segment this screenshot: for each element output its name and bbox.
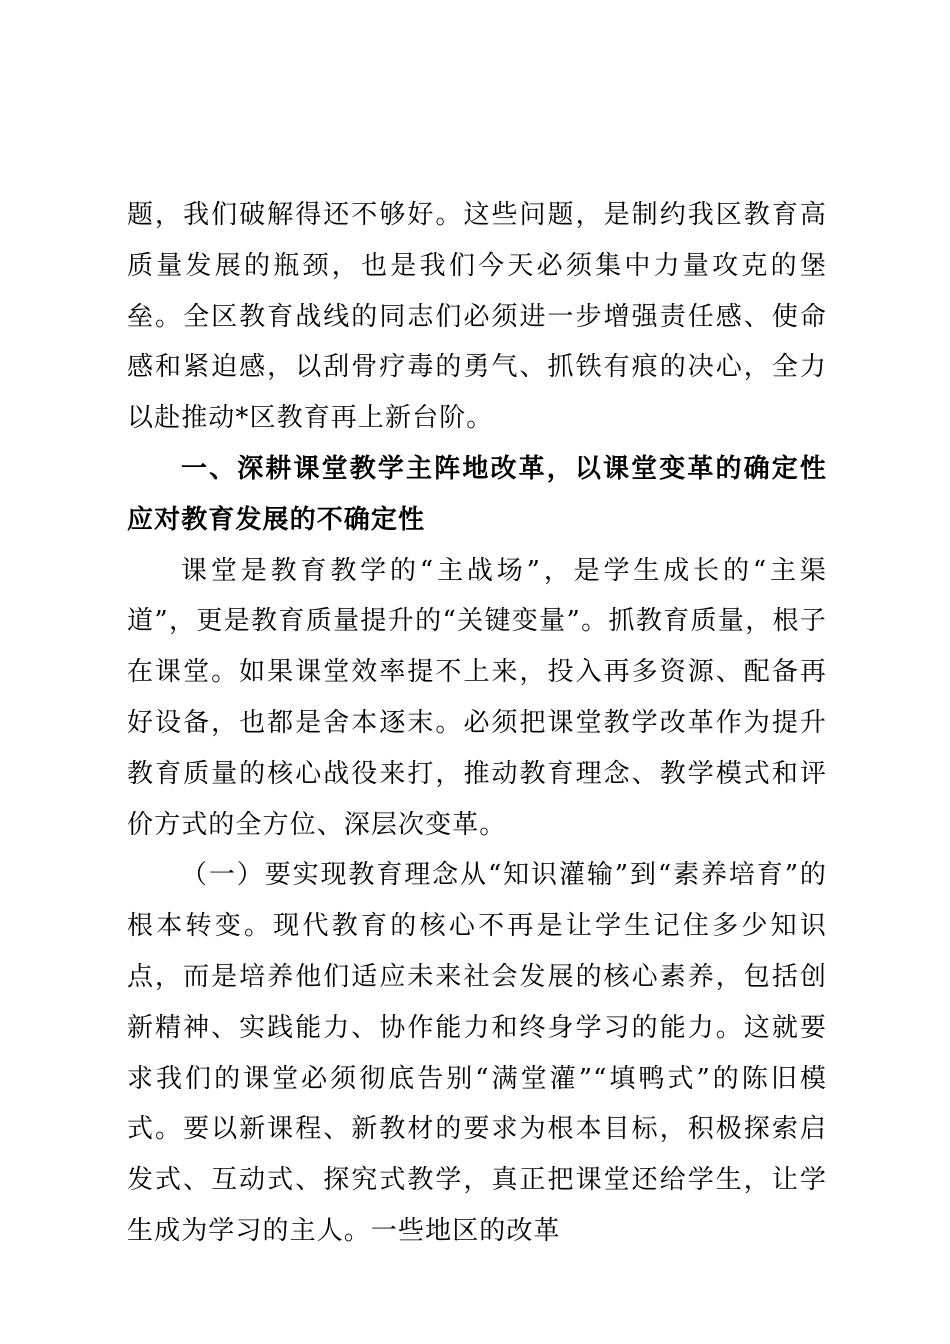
document-body	[127, 190, 827, 1257]
section-heading: 一、深耕课堂教学主阵地改革，以课堂变革的确定性应对教育发展的不确定性	[127, 453, 827, 535]
body-paragraph: 课堂是教育教学的“主战场”，是学生成长的“主渠道”，更是教育质量提升的“关键变量”。抓教育质量，根子在课堂。如果课堂效率提不上来，投入再多资源、配备再好设备，也都是舍本逐末。必须把课堂教学改革作为提升教育质量的核心战役来打，推动教育理念、教学模式和评价方式的全方位、深层次变革。	[127, 555, 827, 840]
body-paragraph: （一）要实现教育理念从“知识灌输”到“素养培育”的根本转变。现代教育的核心不再是让学生记住多少知识点，而是培养他们适应未来社会发展的核心素养，包括创新精神、实践能力、协作能力和终身学习的能力。这就要求我们的课堂必须彻底告别“满堂灌”“填鸭式”的陈旧模式。要以新课程、新教材的要求为根本目标，积极探索启发式、互动式、探究式教学，真正把课堂还给学生，让学生成为学习的主人。一些地区的改革	[127, 860, 827, 1246]
continuation-paragraph: 题，我们破解得还不够好。这些问题，是制约我区教育高质量发展的瓶颈，也是我们今天必须集中力量攻克的堡垒。全区教育战线的同志们必须进一步增强责任感、使命感和紧迫感，以刮骨疗毒的勇气、抓铁有痕的决心，全力以赴推动*区教育再上新台阶。	[127, 200, 827, 434]
